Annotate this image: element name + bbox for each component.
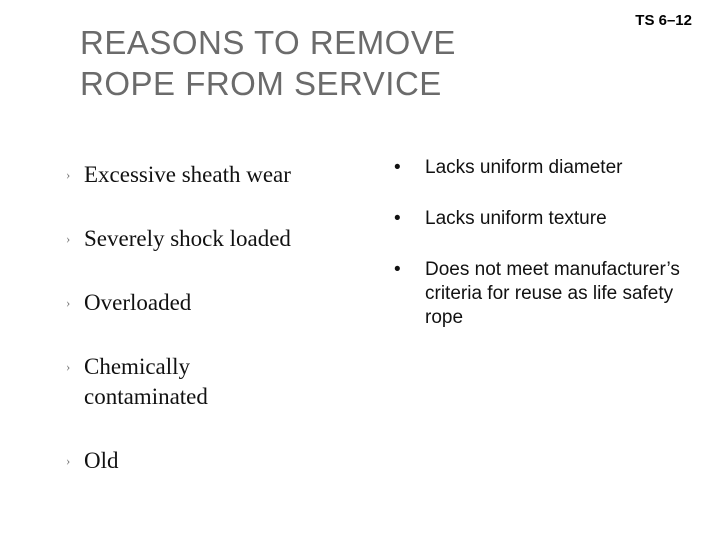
right-bullet-list [394, 156, 694, 357]
list-item [66, 288, 366, 318]
bullet-icon: • [394, 157, 401, 178]
list-item-text: Severely shock loaded [84, 226, 291, 251]
list-item-text: Old [84, 448, 119, 473]
list-item [66, 352, 266, 412]
list-item-text: Chemically contaminated [84, 354, 208, 409]
slide-number: TS 6–12 [635, 12, 692, 29]
list-item-text: Lacks uniform diameter [425, 157, 623, 178]
list-item-text: Excessive sheath wear [84, 162, 291, 187]
list-item-text: Lacks uniform texture [425, 208, 607, 229]
left-bullet-list [66, 160, 366, 510]
list-item [394, 156, 694, 180]
bullet-icon: • [394, 259, 401, 280]
list-item [66, 224, 366, 254]
list-item [66, 446, 366, 476]
list-item [394, 258, 694, 330]
list-item [394, 207, 694, 231]
slide-title-line-2: ROPE FROM SERVICE [80, 65, 442, 102]
bullet-icon: › [66, 231, 71, 246]
bullet-icon: • [394, 208, 401, 229]
slide-title-line-1: REASONS TO REMOVE [80, 24, 456, 61]
slide-title [80, 22, 520, 104]
bullet-icon: › [66, 167, 71, 182]
bullet-icon: › [66, 359, 71, 374]
bullet-icon: › [66, 453, 71, 468]
list-item-text: Overloaded [84, 290, 192, 315]
bullet-icon: › [66, 295, 71, 310]
list-item-text: Does not meet manufacturer’s criteria for reuse as life safety rope [425, 259, 680, 328]
list-item [66, 160, 366, 190]
